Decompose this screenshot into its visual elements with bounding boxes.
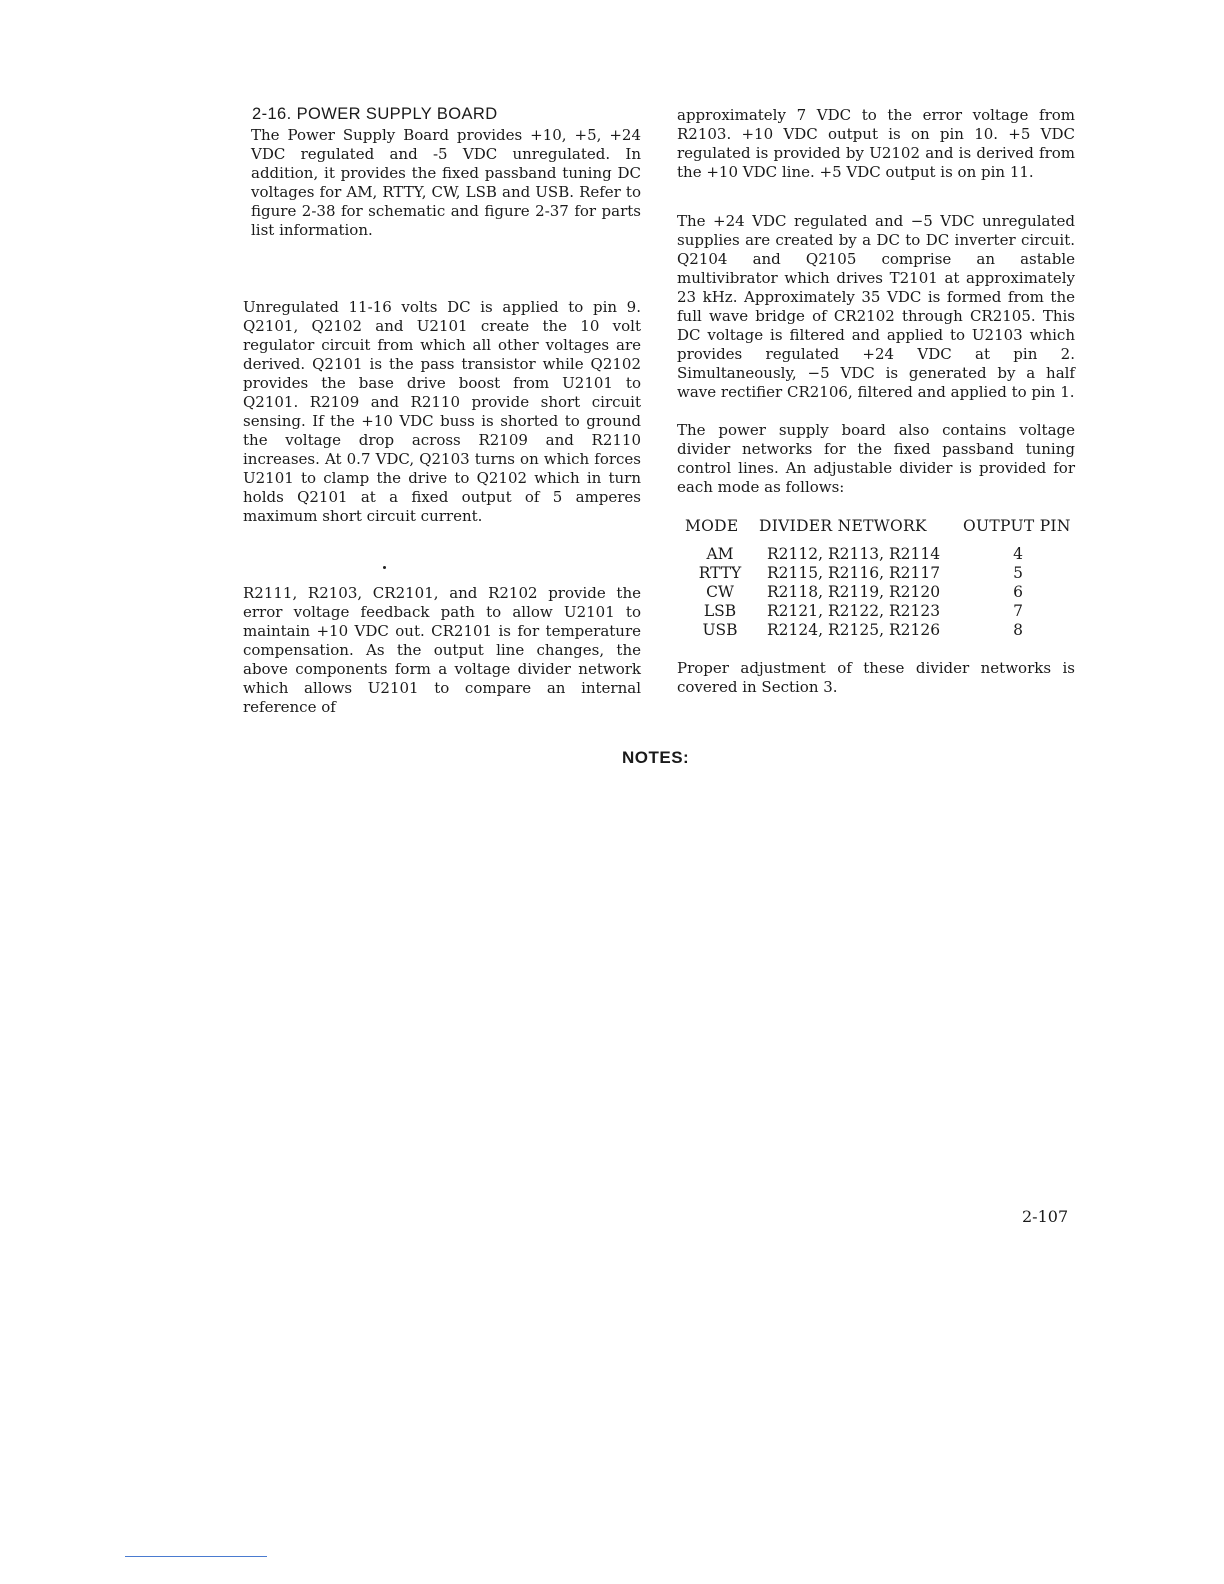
mode-cell: CW bbox=[706, 583, 734, 601]
mode-cell: USB bbox=[702, 621, 738, 639]
header-output-pin: OUTPUT PIN bbox=[963, 517, 1071, 535]
table-row bbox=[681, 621, 1073, 640]
right-column bbox=[677, 106, 1075, 697]
intro-paragraph: The Power Supply Board provides +10, +5, +24 VDC regulated and -5 VDC unregulated. In addition, it provides the fixed passband tuning DC voltages for AM, RTTY, CW, LSB and USB. Refer to figure 2-38 for schematic and figure 2-37 for parts list information. bbox=[251, 126, 641, 239]
pin-cell: 8 bbox=[1013, 621, 1023, 639]
network-cell: R2115, R2116, R2117 bbox=[767, 564, 941, 582]
section-heading: 2-16. POWER SUPPLY BOARD bbox=[252, 105, 498, 123]
feedback-continued-paragraph: approximately 7 VDC to the error voltage from R2103. +10 VDC output is on pin 10. +5 VDC regulated is provided by U2102 and is derived from the +10 VDC line. +5 VDC output is on pin 11. bbox=[677, 106, 1075, 181]
table-row bbox=[681, 602, 1073, 621]
stray-mark bbox=[383, 566, 386, 569]
mode-cell: RTTY bbox=[698, 564, 742, 582]
network-cell: R2112, R2113, R2114 bbox=[767, 545, 941, 563]
divider-table bbox=[681, 517, 1073, 640]
table-row bbox=[681, 545, 1073, 564]
table-header-row bbox=[681, 517, 1073, 545]
header-divider-network: DIVIDER NETWORK bbox=[759, 517, 927, 535]
regulator-paragraph: Unregulated 11-16 volts DC is applied to pin 9. Q2101, Q2102 and U2101 create the 10 volt regulator circuit from which all other voltages are derived. Q2101 is the pass transistor while Q2102 provides the base drive boost from U2101 to Q2101. R2109 and R2110 provide short circuit sensing. If the +10 VDC buss is shorted to ground the voltage drop across R2109 and R2110 increases. At 0.7 VDC, Q2103 turns on which forces U2101 to clamp the drive to Q2102 which in turn holds Q2101 at a fixed output of 5 amperes maximum short circuit current. bbox=[243, 298, 641, 525]
footer-rule bbox=[125, 1556, 267, 1557]
notes-label: NOTES: bbox=[622, 748, 690, 767]
left-column bbox=[243, 104, 641, 717]
table-row bbox=[681, 564, 1073, 583]
pin-cell: 5 bbox=[1013, 564, 1023, 582]
header-mode: MODE bbox=[685, 517, 739, 535]
mode-cell: AM bbox=[706, 545, 734, 563]
divider-paragraph: The power supply board also contains voltage divider networks for the fixed passband tuning control lines. An adjustable divider is provided for each mode as follows: bbox=[677, 421, 1075, 496]
pin-cell: 4 bbox=[1013, 545, 1023, 563]
network-cell: R2118, R2119, R2120 bbox=[767, 583, 941, 601]
pin-cell: 6 bbox=[1013, 583, 1023, 601]
page-number: 2-107 bbox=[1022, 1207, 1069, 1226]
network-cell: R2121, R2122, R2123 bbox=[767, 602, 941, 620]
network-cell: R2124, R2125, R2126 bbox=[767, 621, 941, 639]
inverter-paragraph: The +24 VDC regulated and −5 VDC unregulated supplies are created by a DC to DC inverter circuit. Q2104 and Q2105 comprise an astable multivibrator which drives T2101 at approximately 23 kHz. Approximately 35 VDC is formed from the full wave bridge of CR2102 through CR2105. This DC voltage is filtered and applied to U2103 which provides regulated +24 VDC at pin 2. Simultaneously, −5 VDC is generated by a half wave rectifier CR2106, filtered and applied to pin 1. bbox=[677, 212, 1075, 401]
mode-cell: LSB bbox=[703, 602, 737, 620]
adjustment-paragraph: Proper adjustment of these divider networks is covered in Section 3. bbox=[677, 659, 1075, 696]
pin-cell: 7 bbox=[1013, 602, 1023, 620]
feedback-paragraph: R2111, R2103, CR2101, and R2102 provide the error voltage feedback path to allow U2101 to maintain +10 VDC out. CR2101 is for temperature compensation. As the output line changes, the above components form a voltage divider network which allows U2101 to compare an internal reference of bbox=[243, 584, 641, 716]
table-row bbox=[681, 583, 1073, 602]
